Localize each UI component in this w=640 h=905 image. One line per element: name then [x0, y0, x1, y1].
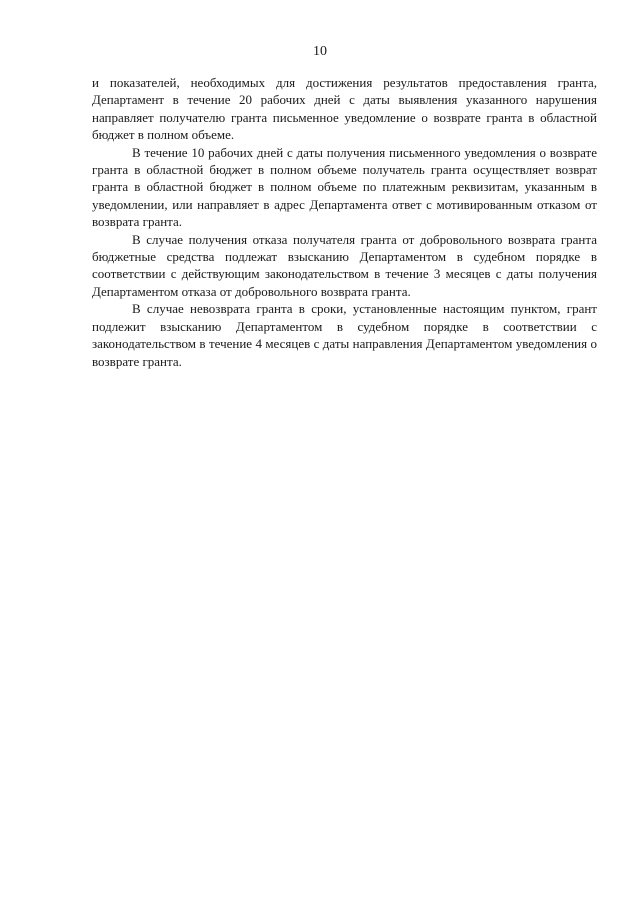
paragraph-return-deadline: В течение 10 рабочих дней с даты получения письменного уведомления о возврате гранта в областной бюджет в полном объеме получатель гранта осуществляет возврат гранта в областной бюджет в полном объеме по платежным реквизитам, указанным в уведомлении, или направляет в адрес Департамента ответ с мотивированным отказом от возврата гранта.: [92, 144, 597, 230]
page-number: 10: [313, 44, 327, 59]
paragraph-refusal-recovery: В случае получения отказа получателя гранта от добровольного возврата гранта бюджетные средства подлежат взысканию Департаментом в судебном порядке в соответствии с действующим законодательством в течение 3 месяцев с даты получения Департаментом отказа от добровольного возврата гранта.: [92, 231, 597, 299]
paragraph-continuation: и показателей, необходимых для достижения результатов предоставления гранта, Департамент в течение 20 рабочих дней с даты выявления указанного нарушения направляет получателю гранта письменное уведомление о возврате гранта в областной бюджет в полном объеме.: [92, 75, 597, 143]
paragraph-non-return-recovery: В случае невозврата гранта в сроки, установленные настоящим пунктом, грант подлежит взысканию Департаментом в судебном порядке в соответствии с законодательством в течение 4 месяцев с даты направления Департаментом уведомления о возврате гранта.: [92, 301, 597, 369]
document-body: [92, 74, 597, 370]
